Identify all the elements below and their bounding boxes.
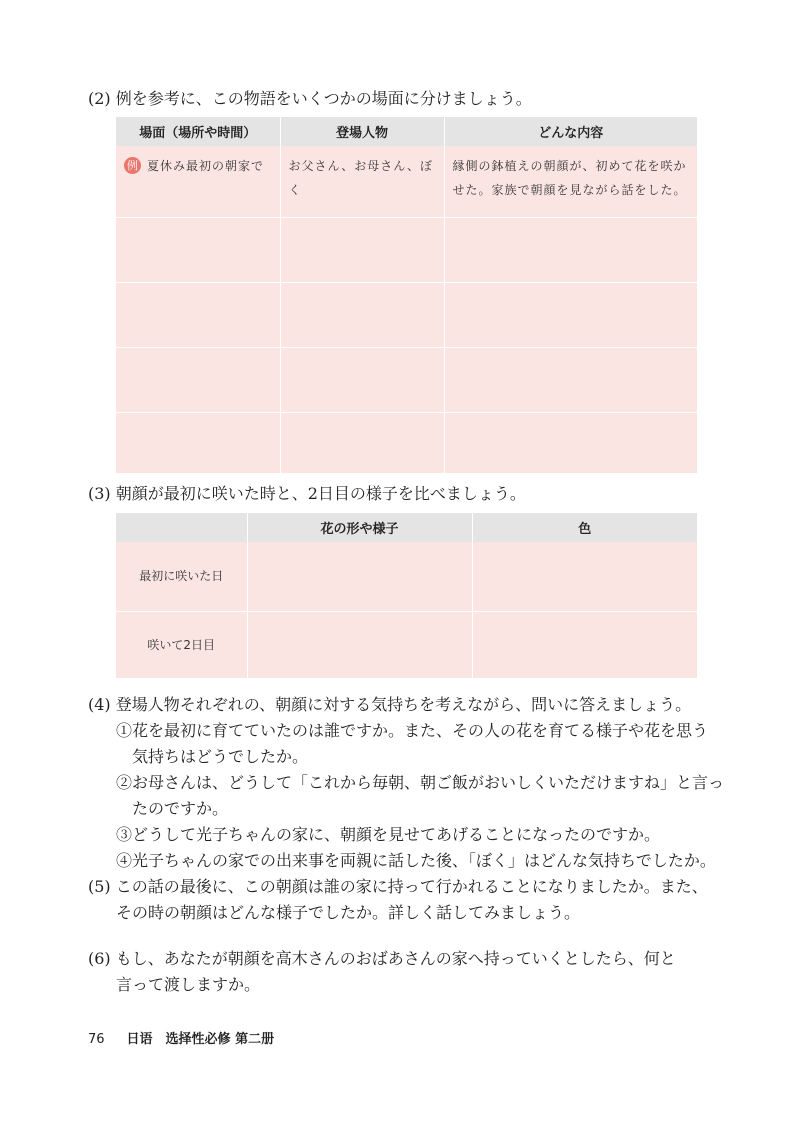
- answer-cell[interactable]: [116, 412, 280, 473]
- compare-row-second-day: [116, 611, 697, 678]
- answer-cell[interactable]: [116, 217, 280, 282]
- example-row: [116, 146, 697, 217]
- example-scene: 夏休み最初の朝家で: [147, 159, 265, 173]
- question-4-item-1: ①花を最初に育てていたのは誰ですか。また、その人の花を育てる様子や花を思う: [116, 721, 709, 740]
- compare-table-header: [116, 513, 697, 542]
- page-footer: [88, 1028, 274, 1047]
- answer-cell[interactable]: [247, 611, 472, 678]
- question-5-line-1: (5) この話の最後に、この朝顔は誰の家に持って行かれることになりましたか。また、: [88, 877, 708, 896]
- question-6-line-1: (6) もし、あなたが朝顔を高木さんのおばあさんの家へ持っていくとしたら、何と: [88, 949, 676, 968]
- question-4-title: (4) 登場人物それぞれの、朝顔に対する気持ちを考えながら、問いに答えましょう。: [88, 695, 692, 714]
- header-content: どんな内容: [444, 117, 697, 146]
- question-2-title: (2) 例を参考に、この物語をいくつかの場面に分けましょう。: [88, 89, 532, 108]
- question-4-item-2: ②お母さんは、どうして「これから毎朝、朝ご飯がおいしくいただけますね」と言っ: [116, 773, 725, 792]
- answer-cell[interactable]: [280, 347, 444, 412]
- scene-table-header: [116, 117, 697, 146]
- answer-cell[interactable]: [247, 542, 472, 611]
- example-characters: お父さん、お母さん、ぼく: [288, 159, 433, 197]
- answer-cell[interactable]: [444, 282, 697, 347]
- question-6-line-2: 言って渡しますか。: [116, 975, 261, 994]
- header-characters: 登場人物: [280, 117, 444, 146]
- header-blank: [116, 513, 247, 542]
- header-shape: 花の形や様子: [247, 513, 472, 542]
- answer-cell[interactable]: [444, 347, 697, 412]
- header-color: 色: [472, 513, 697, 542]
- answer-cell[interactable]: [280, 412, 444, 473]
- example-content-cell: [444, 146, 697, 217]
- question-4-item-1-cont: 気持ちはどうでしたか。: [132, 747, 309, 766]
- example-badge: 例: [124, 157, 141, 174]
- question-4-item-2-cont: たのですか。: [132, 799, 229, 818]
- book-title: 日语 选择性必修 第二册: [126, 1032, 275, 1047]
- answer-cell[interactable]: [472, 542, 697, 611]
- page-number: 76: [88, 1032, 105, 1047]
- answer-cell[interactable]: [280, 282, 444, 347]
- answer-row: [116, 412, 697, 473]
- row-label-second-day: 咲いて2日目: [116, 611, 247, 678]
- answer-row: [116, 282, 697, 347]
- scene-table: [116, 117, 697, 474]
- row-label-first-day: 最初に咲いた日: [116, 542, 247, 611]
- compare-row-first-day: [116, 542, 697, 611]
- compare-table: [116, 513, 697, 679]
- example-characters-cell: [280, 146, 444, 217]
- answer-cell[interactable]: [280, 217, 444, 282]
- question-5-line-2: その時の朝顔はどんな様子でしたか。詳しく話してみましょう。: [116, 903, 581, 922]
- answer-row: [116, 347, 697, 412]
- answer-cell[interactable]: [444, 412, 697, 473]
- example-content: 縁側の鉢植えの朝顔が、初めて花を咲かせた。家族で朝顔を見ながら話をした。: [452, 159, 687, 197]
- answer-cell[interactable]: [116, 282, 280, 347]
- answer-cell[interactable]: [116, 347, 280, 412]
- question-4-item-4: ④光子ちゃんの家での出来事を両親に話した後、「ぼく」はどんな気持ちでしたか。: [116, 851, 716, 870]
- question-3-title: (3) 朝顔が最初に咲いた時と、2日目の様子を比べましょう。: [88, 484, 526, 503]
- answer-cell[interactable]: [472, 611, 697, 678]
- question-4-item-3: ③どうして光子ちゃんの家に、朝顔を見せてあげることになったのですか。: [116, 825, 661, 844]
- answer-cell[interactable]: [444, 217, 697, 282]
- header-scene: 場面（場所や時間）: [116, 117, 280, 146]
- answer-row: [116, 217, 697, 282]
- example-scene-cell: [116, 146, 280, 217]
